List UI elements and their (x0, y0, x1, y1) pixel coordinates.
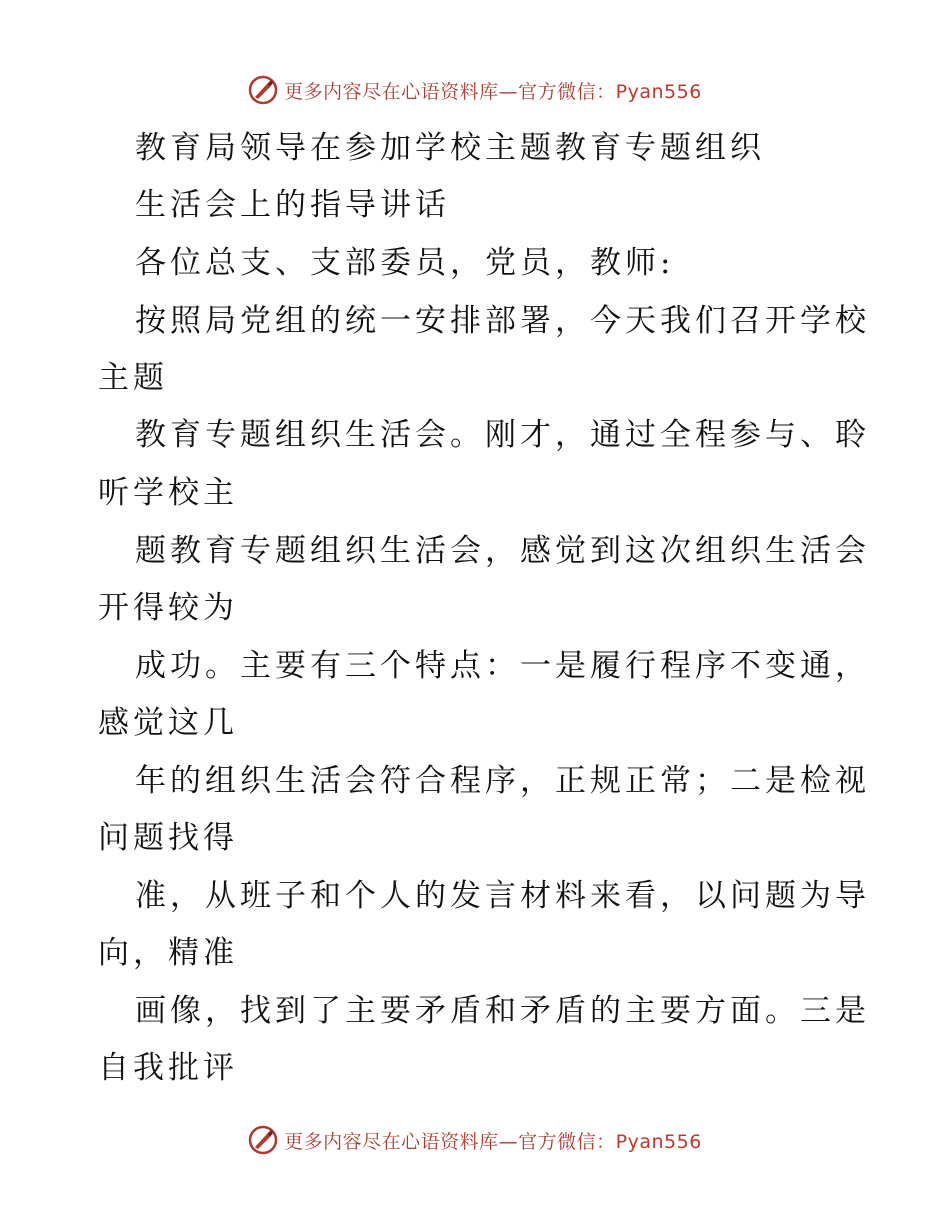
paragraph-line: 画像，找到了主要矛盾和矛盾的主要方面。三是 (135, 993, 870, 1029)
document-title-line-1: 教育局领导在参加学校主题教育专题组织 (135, 130, 765, 166)
paragraph-line: 成功。主要有三个特点：一是履行程序不变通， (135, 648, 870, 684)
header-watermark-banner (0, 70, 950, 110)
footer-watermark-banner (0, 1120, 950, 1160)
paragraph-line: 题教育专题组织生活会，感觉到这次组织生活会 (135, 533, 870, 569)
pen-logo-icon (248, 1125, 278, 1155)
document-title-line-2: 生活会上的指导讲话 (135, 187, 450, 223)
paragraph-line: 年的组织生活会符合程序，正规正常；二是检视 (135, 763, 870, 799)
paragraph-line: 向，精准 (98, 935, 238, 971)
footer-banner-text: 更多内容尽在心语资料库—官方微信：Pyan556 (284, 1130, 702, 1153)
salutation: 各位总支、支部委员，党员，教师: (135, 245, 675, 281)
paragraph-line: 自我批评 (98, 1050, 238, 1086)
footer-wechat-id: Pyan556 (615, 1130, 702, 1153)
header-banner-text: 更多内容尽在心语资料库—官方微信：Pyan556 (284, 80, 702, 103)
paragraph-line: 教育专题组织生活会。刚才，通过全程参与、聆 (135, 417, 870, 453)
paragraph-line: 听学校主 (98, 475, 238, 511)
paragraph-line: 准，从班子和个人的发言材料来看，以问题为导 (135, 878, 870, 914)
pen-logo-icon (248, 75, 278, 105)
paragraph-line: 开得较为 (98, 590, 238, 626)
paragraph-line: 主题 (98, 360, 168, 396)
paragraph-line: 按照局党组的统一安排部署，今天我们召开学校 (135, 303, 870, 339)
header-wechat-id: Pyan556 (615, 80, 702, 103)
paragraph-line: 问题找得 (98, 820, 238, 856)
paragraph-line: 感觉这几 (98, 705, 238, 741)
